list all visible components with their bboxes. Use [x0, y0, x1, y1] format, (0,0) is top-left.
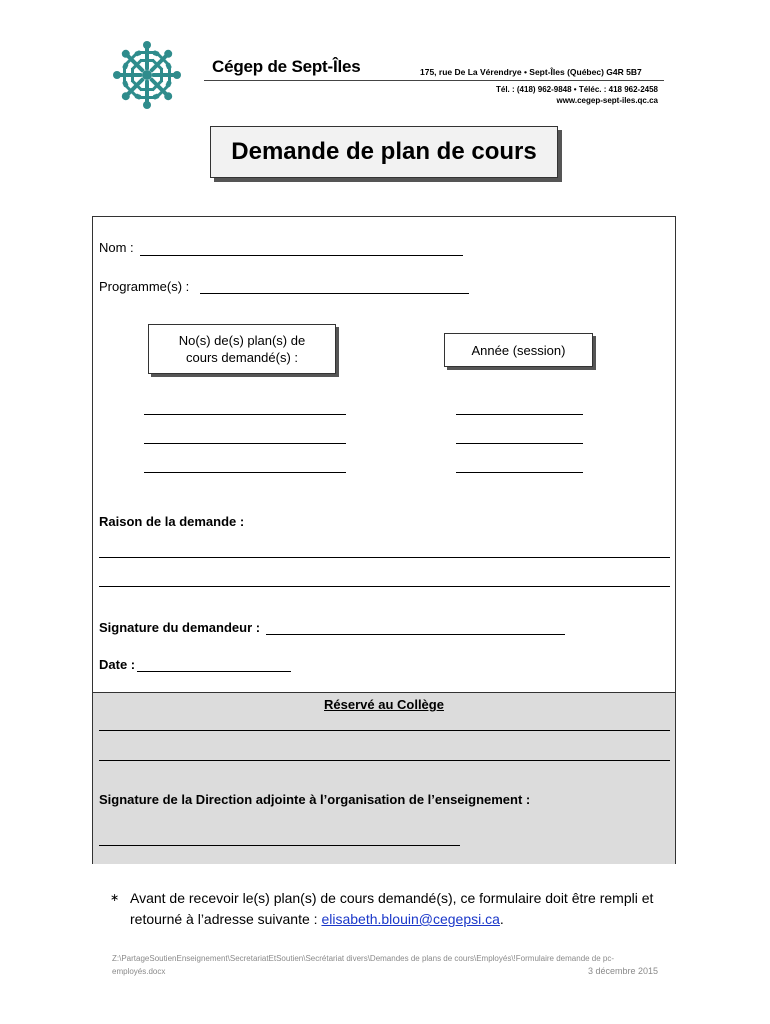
phone-fax: Tél. : (418) 962-9848 • Téléc. : 418 962-2458 [495, 85, 658, 94]
course-plans-header [148, 324, 336, 374]
college-name: Cégep de Sept-Îles [212, 57, 361, 76]
name-field[interactable] [140, 255, 463, 256]
website: www.cegep-sept-iles.qc.ca [556, 96, 658, 105]
file-path: Z:\PartageSoutienEnseignement\SecretariatEtSoutien\Secrétariat divers\Demandes de plans de cours\Employés\!Formulaire demande de pc-employés.docx [112, 954, 615, 976]
program-field[interactable] [200, 293, 469, 294]
contact-email-link[interactable]: elisabeth.blouin@cegepsi.ca [321, 911, 500, 927]
course-plan-field-3[interactable] [144, 472, 346, 473]
program-label: Programme(s) : [99, 279, 190, 294]
direction-signature-label: Signature de la Direction adjointe à l’organisation de l’enseignement : [99, 792, 531, 807]
college-address: 175, rue De La Vérendrye • Sept-Îles (Québec) G4R 5B7 [420, 67, 642, 77]
course-plan-field-2[interactable] [144, 443, 346, 444]
signature-field[interactable] [266, 634, 565, 635]
instructions-note [110, 888, 670, 930]
year-field-3[interactable] [456, 472, 583, 473]
date-label: Date : [99, 657, 136, 672]
reserved-heading: Réservé au Collège [324, 697, 444, 712]
header-divider [204, 80, 664, 81]
direction-signature-field[interactable] [99, 845, 460, 846]
snowflake-logo-icon [112, 40, 182, 110]
reason-field-2[interactable] [99, 586, 670, 587]
year-field-1[interactable] [456, 414, 583, 415]
note-text: Avant de recevoir le(s) plan(s) de cours demandé(s), ce formulaire doit être rempli et retourné à l’adresse suivante : [130, 890, 654, 927]
form-title: Demande de plan de cours [231, 138, 537, 165]
asterisk-bullet-icon: ∗ [110, 892, 120, 904]
document-date: 3 décembre 2015 [587, 966, 658, 976]
note-end: . [499, 911, 504, 927]
year-field-2[interactable] [456, 443, 583, 444]
name-label: Nom : [99, 240, 134, 255]
date-field[interactable] [137, 671, 291, 672]
reserved-section [93, 692, 675, 864]
contact-info [496, 84, 658, 106]
year-label: Année (session) [471, 342, 566, 358]
reserved-field-1[interactable] [99, 730, 670, 731]
reserved-field-2[interactable] [99, 760, 670, 761]
form-title-box [210, 126, 558, 178]
reason-field-1[interactable] [99, 557, 670, 558]
course-plan-field-1[interactable] [144, 414, 346, 415]
reason-label: Raison de la demande : [99, 514, 245, 529]
signature-label: Signature du demandeur : [99, 620, 261, 635]
year-header [444, 333, 593, 367]
course-plans-label: No(s) de(s) plan(s) de cours demandé(s) : [178, 333, 306, 365]
